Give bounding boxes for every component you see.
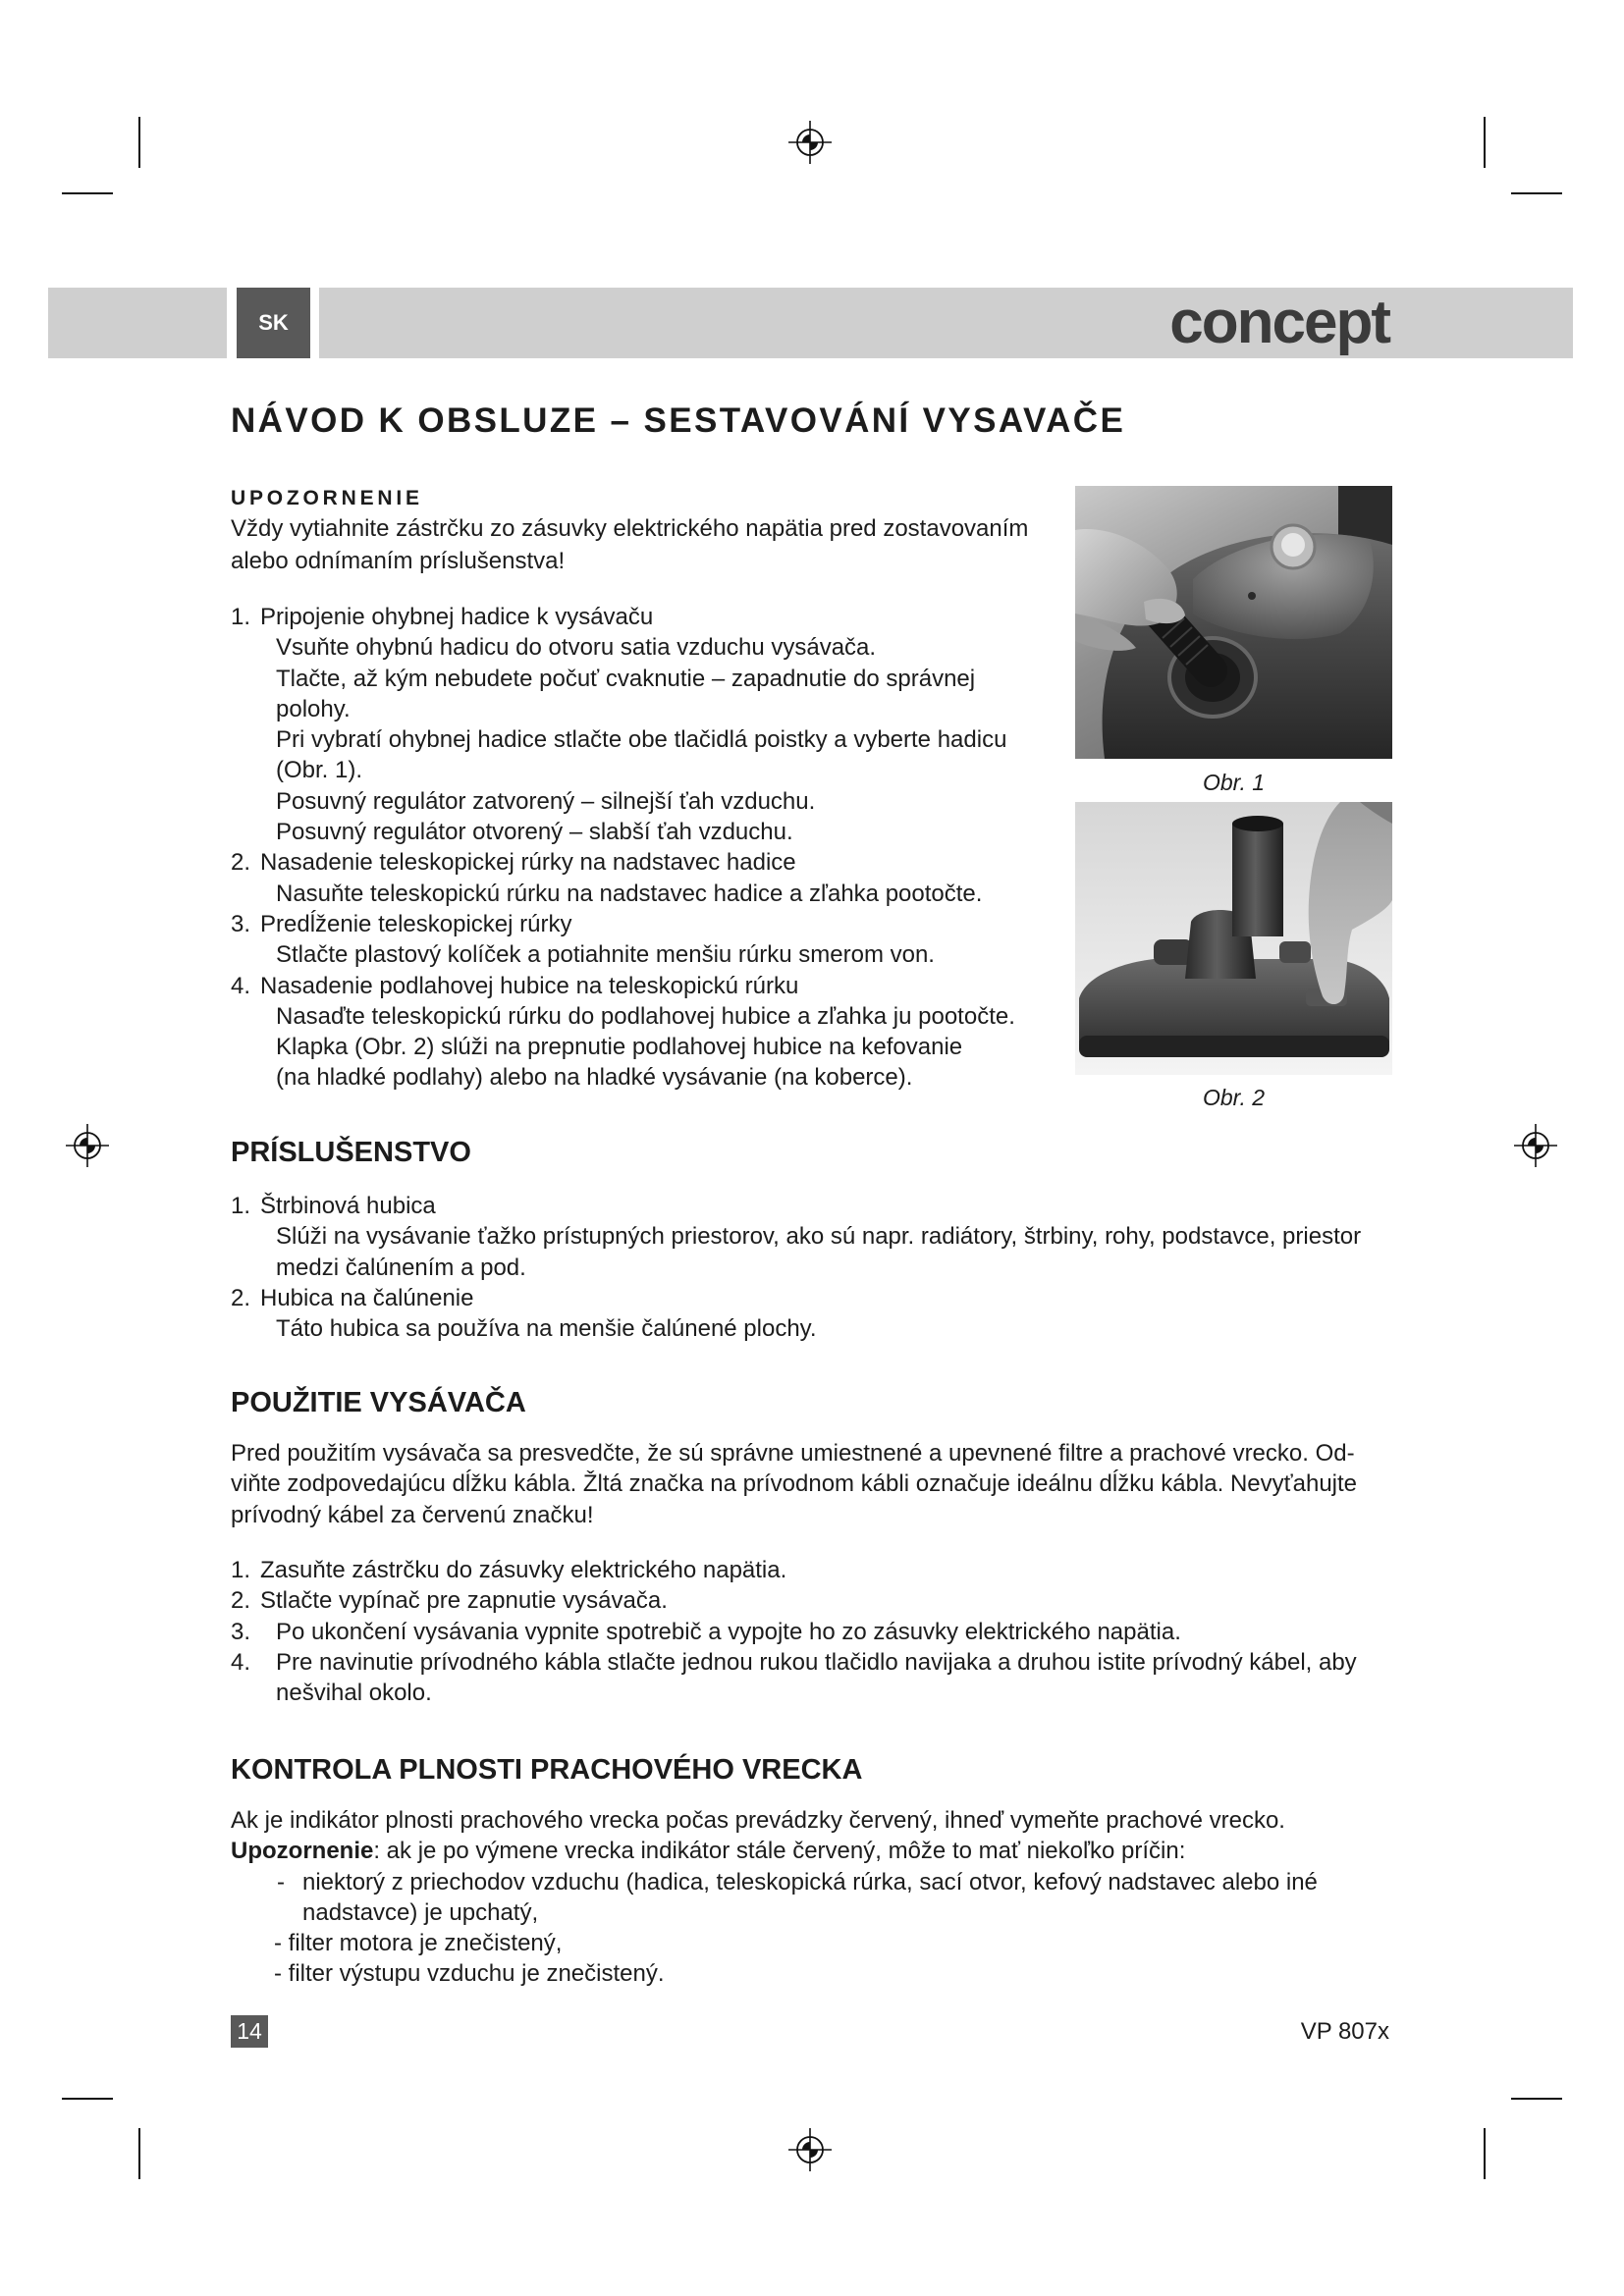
paragraph-line: Ak je indikátor plnosti prachového vrecka počas prevádzky červený, ihneď vymeňte prachové vrecko. [231, 1807, 1285, 1834]
item-line: Stlačte plastový kolíček a potiahnite menšiu rúrku smerom von. [276, 941, 935, 969]
item-number: 2. [231, 1587, 251, 1615]
item-line: Tlačte, až kým nebudete počuť cvaknutie – zapadnutie do správnej [276, 665, 976, 692]
usage-steps [231, 1555, 1357, 1708]
crop-mark-top-left-horizontal [62, 192, 113, 194]
item-title: Nasadenie teleskopickej rúrky na nadstavec hadice [260, 849, 796, 877]
list-item [231, 1555, 1357, 1585]
item-text: Stlačte vypínač pre zapnutie vysávača. [260, 1587, 668, 1615]
item-line: polohy. [276, 695, 351, 722]
item-line: Slúži na vysávanie ťažko prístupných priestorov, ako sú napr. radiátory, štrbiny, rohy, podstavce, priestor [276, 1223, 1362, 1251]
cause-item [231, 1867, 1318, 1897]
item-line: Táto hubica sa používa na menšie čalúnené plochy. [276, 1315, 817, 1343]
item-number: 1. [231, 1557, 251, 1583]
item-line: Posuvný regulátor zatvorený – silnejší ťah vzduchu. [276, 787, 816, 815]
crop-mark-bottom-right-vertical [1484, 2128, 1486, 2179]
usage-intro [231, 1438, 1357, 1530]
crop-mark-top-left-vertical [138, 117, 140, 168]
cause-line: nadstavce) je upchatý, [302, 1898, 539, 1926]
item-line: Posuvný regulátor otvorený – slabší ťah vzduchu. [276, 819, 793, 846]
paragraph-line: Pred použitím vysávača sa presvedčte, že sú správne umiestnené a upevnené filtre a prachové vrecko. Od- [231, 1440, 1355, 1467]
crop-mark-bottom-right-horizontal [1511, 2098, 1562, 2100]
item-number: 1. [231, 1193, 251, 1219]
item-line: (na hladké podlahy) alebo na hladké vysávanie (na koberce). [276, 1064, 913, 1092]
crop-mark-top-right-horizontal [1511, 192, 1562, 194]
registration-mark-icon [788, 121, 832, 164]
item-number: 3. [231, 1618, 251, 1645]
item-line: Vsuňte ohybnú hadicu do otvoru satia vzduchu vysávača. [276, 634, 877, 662]
item-line: Nasuňte teleskopickú rúrku na nadstavec hadice a zľahka pootočte. [276, 880, 983, 907]
registration-mark-icon [66, 1124, 109, 1167]
cause-item: - filter motora je znečistený, [274, 1930, 563, 1957]
check-heading: KONTROLA PLNOSTI PRACHOVÉHO VRECKA [231, 1754, 863, 1786]
warning-heading: UPOZORNENIE [231, 487, 423, 509]
item-number: 2. [231, 1284, 251, 1311]
accessories-heading: PRÍSLUŠENSTVO [231, 1137, 471, 1168]
item-title: Štrbinová hubica [260, 1193, 436, 1219]
item-text: Po ukončení vysávania vypnite spotrebič a vypojte ho zo zásuvky elektrického napätia. [276, 1618, 1181, 1645]
model-number: VP 807x [1300, 2018, 1389, 2045]
crop-mark-bottom-left-vertical [138, 2128, 140, 2179]
header-bar-left [48, 288, 227, 358]
list-item [231, 1283, 1361, 1313]
item-line: Klapka (Obr. 2) slúži na prepnutie podlahovej hubice na kefovanie [276, 1034, 963, 1061]
item-title: Pripojenie ohybnej hadice k vysávaču [260, 604, 654, 630]
note-line [231, 1836, 1318, 1866]
list-item [231, 909, 1015, 939]
figure-caption: Obr. 2 [1202, 1085, 1266, 1110]
cause-item: - filter výstupu vzduchu je znečistený. [274, 1960, 665, 1988]
cause-text: niektorý z priechodov vzduchu (hadica, teleskopická rúrka, sací otvor, kefový nadstavec alebo iné [302, 1868, 1318, 1896]
cause-dash: - [277, 1868, 285, 1896]
crop-mark-top-right-vertical [1484, 117, 1486, 168]
photo-floor-nozzle [1075, 802, 1392, 1075]
warning-line: Vždy vytiahnite zástrčku zo zásuvky elektrického napätia pred zostavovaním [231, 515, 1029, 542]
item-title: Hubica na čalúnenie [260, 1284, 474, 1311]
item-text: Pre navinutie prívodného kábla stlačte jednou rukou tlačidlo navijaka a druhou istite prívodný kábel, aby [276, 1648, 1357, 1676]
list-item [231, 1191, 1361, 1221]
list-item [231, 602, 1015, 632]
figure-caption: Obr. 1 [1202, 770, 1266, 795]
photo-hose-connection [1075, 486, 1392, 759]
note-label: Upozornenie [231, 1838, 374, 1865]
paragraph-line: viňte zodpovedajúcu dĺžku kábla. Žltá značka na prívodnom kábli označuje ideálnu dĺžku kábla. Nevyťahujte [231, 1470, 1358, 1498]
usage-heading: POUŽITIE VYSÁVAČA [231, 1387, 526, 1418]
assembly-steps [231, 602, 1015, 1094]
warning-line: alebo odnímaním príslušenstva! [231, 547, 566, 574]
item-text: Zasuňte zástrčku do zásuvky elektrického napätia. [260, 1557, 787, 1583]
item-line: nešvihal okolo. [276, 1680, 432, 1707]
item-number: 3. [231, 910, 251, 937]
list-item [231, 1585, 1357, 1616]
language-badge: SK [237, 288, 310, 358]
item-line: Nasaďte teleskopickú rúrku do podlahovej hubice a zľahka ju pootočte. [276, 1002, 1015, 1030]
item-title: Nasadenie podlahovej hubice na teleskopickú rúrku [260, 972, 799, 999]
check-text [231, 1805, 1318, 1990]
brand-logo: concept [1169, 289, 1389, 356]
item-line: medzi čalúnením a pod. [276, 1254, 526, 1281]
item-number: 4. [231, 972, 251, 999]
crop-mark-bottom-left-horizontal [62, 2098, 113, 2100]
registration-mark-icon [788, 2128, 832, 2171]
warning-text [231, 513, 1028, 577]
list-item [231, 1647, 1357, 1678]
paragraph-line: prívodný kábel za červenú značku! [231, 1501, 594, 1528]
item-number: 1. [231, 604, 251, 630]
list-item [231, 1617, 1357, 1647]
item-number: 2. [231, 849, 251, 877]
list-item [231, 971, 1015, 1001]
item-line: (Obr. 1). [276, 757, 363, 784]
item-line: Pri vybratí ohybnej hadice stlačte obe tlačidlá poistky a vyberte hadicu [276, 726, 1007, 754]
page-title: NÁVOD K OBSLUZE – SESTAVOVÁNÍ VYSAVAČE [231, 401, 1126, 440]
item-title: Predĺženie teleskopickej rúrky [260, 910, 572, 937]
item-number: 4. [231, 1648, 251, 1676]
registration-mark-icon [1514, 1124, 1557, 1167]
page-number: 14 [231, 2015, 268, 2048]
note-text: : ak je po výmene vrecka indikátor stále červený, môže to mať niekoľko príčin: [373, 1838, 1186, 1865]
accessories-list [231, 1191, 1361, 1344]
list-item [231, 847, 1015, 878]
